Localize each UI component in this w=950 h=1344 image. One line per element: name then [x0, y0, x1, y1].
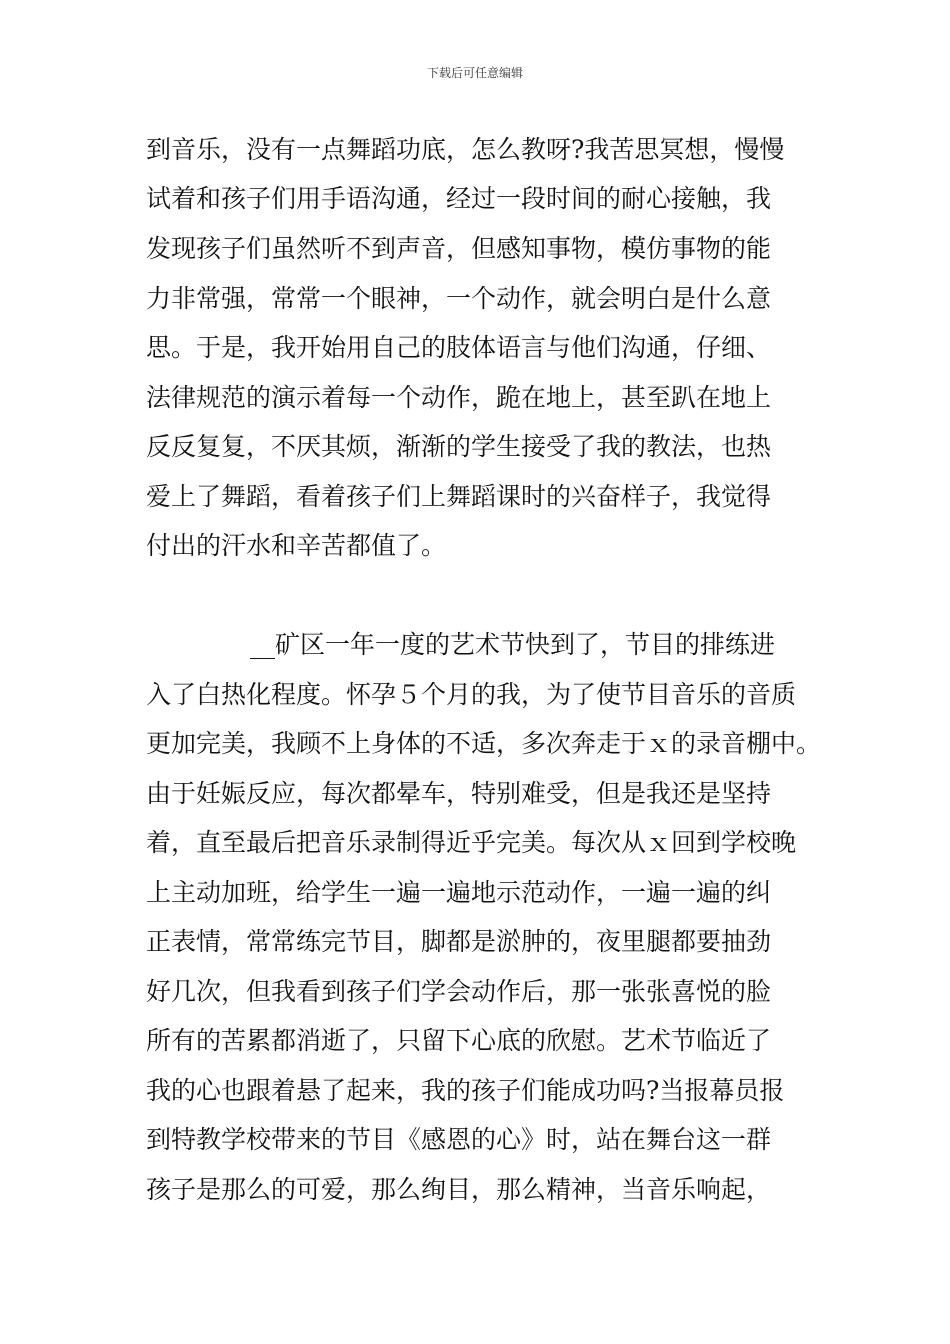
paragraph-2-line-10: 我的心也跟着悬了起来，我的孩子们能成功吗?当报幕员报 — [146, 1076, 785, 1105]
paragraph-2-line-12: 孩子是那么的可爱，那么绚目，那么精神，当音乐响起， — [146, 1175, 772, 1204]
paragraph-2-line-8: 好几次，但我看到孩子们学会动作后，那一张张喜悦的脸 — [146, 977, 772, 1006]
paragraph-1-line-9: 付出的汗水和辛苦都值了。 — [146, 531, 447, 560]
paragraph-2-line-11: 到特教学校带来的节目《感恩的心》时，站在舞台这一群 — [146, 1125, 772, 1154]
paragraph-1-line-6: 法律规范的演示着每一个动作，跪在地上，甚至趴在地上 — [146, 383, 772, 412]
paragraph-1-line-2: 试着和孩子们用手语沟通，经过一段时间的耐心接触，我 — [146, 184, 772, 213]
paragraph-2-line-1: __矿区一年一度的艺术节快到了，节目的排练进 — [250, 630, 776, 659]
paragraph-1-line-7: 反反复复，不厌其烦，渐渐的学生接受了我的教法，也热 — [146, 432, 772, 461]
paragraph-2-line-6: 上主动加班，给学生一遍一遍地示范动作，一遍一遍的纠 — [146, 878, 772, 907]
paragraph-1-line-8: 爱上了舞蹈，看着孩子们上舞蹈课时的兴奋样子，我觉得 — [146, 482, 772, 511]
paragraph-2-line-3: 更加完美，我顾不上身体的不适，多次奔走于ｘ的录音棚中。 — [146, 729, 822, 758]
paragraph-2-line-2: 入了白热化程度。怀孕５个月的我，为了使节目音乐的音质 — [146, 680, 797, 709]
paragraph-2-line-7: 正表情，常常练完节目，脚都是淤肿的，夜里腿都要抽劲 — [146, 927, 772, 956]
paragraph-2-line-4: 由于妊娠反应，每次都晕车，特别难受，但是我还是坚持 — [146, 779, 772, 808]
paragraph-1-line-1: 到音乐，没有一点舞蹈功底，怎么教呀?我苦思冥想，慢慢 — [146, 135, 785, 164]
paragraph-2-line-5: 着，直至最后把音乐录制得近乎完美。每次从ｘ回到学校晚 — [146, 828, 797, 857]
paragraph-1-line-3: 发现孩子们虽然听不到声音，但感知事物，模仿事物的能 — [146, 234, 772, 263]
paragraph-2-line-9: 所有的苦累都消逝了，只留下心底的欣慰。艺术节临近了 — [146, 1026, 772, 1055]
paragraph-1-line-5: 思。于是，我开始用自己的肢体语言与他们沟通，仔细、 — [146, 333, 772, 362]
page-header: 下载后可任意编辑 — [426, 66, 523, 80]
paragraph-1-line-4: 力非常强，常常一个眼神，一个动作，就会明白是什么意 — [146, 284, 772, 313]
